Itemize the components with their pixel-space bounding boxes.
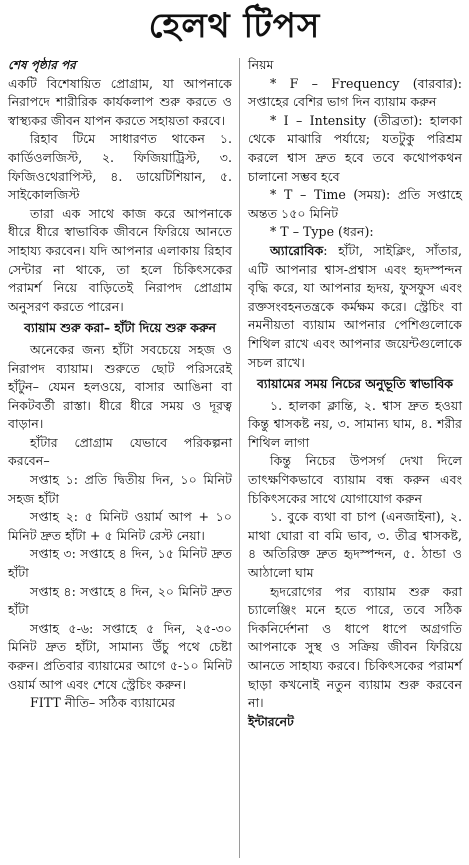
feelings-heading: ব্যায়ামের সময় নিচের অনুভূতি স্বাভাবিক bbox=[257, 376, 453, 392]
aerobic-label: অ্যারোবিক bbox=[270, 242, 324, 258]
fitt-time: * T – Time (সময়): প্রতি সপ্তাহে অন্তত ১৫০ মিনিট bbox=[248, 187, 462, 221]
exercise-heading: ব্যায়াম শুরু করা– হাঁটা দিয়ে শুরু করুন bbox=[24, 320, 216, 336]
week-4-item: সপ্তাহ ৪: সপ্তাহে ৪ দিন, ২০ মিনিট দ্রুত হাঁটা bbox=[8, 583, 232, 618]
fitt-intro: FITT নীতি– সঠিক ব্যায়ামের bbox=[30, 695, 176, 711]
warning-symptoms: ১. বুকে ব্যথা বা চাপ (এনজাইনা), ২. মাথা ঘোরা বা বমি ভাব, ৩. তীব্র শ্বাসকষ্ট, ৪ অতিরিক্ত দ্রুত হৃদস্পন্দন, ৫. ঠান্ডা ও আঠালো ঘাম bbox=[248, 509, 462, 581]
week-5-6-item: সপ্তাহ ৫-৬: সপ্তাহে ৫ দিন, ২৫-৩০ মিনিট দ্রুত হাঁটা, সামান্য উঁচু পথে চেষ্টা করুন। প্রতিবার ব্যায়ামের আগে ৫-১০ মিনিট ওয়ার্ম আপ এবং শেষে স্ট্রেচিং করুন। bbox=[8, 620, 232, 692]
aerobic-text: : হাঁটা, সাইক্লিং, সাঁতার, এটি আপনার শ্বাস-প্রশ্বাস এবং হৃদস্পন্দন বৃদ্ধি করে, যা আপনার হৃদয়, ফুসফুস এবং রক্তসংবহনতন্ত্রকে কর্মক্ষম করে। স্ট্রেচিং বা নমনীয়তা ব্যায়াম আপনার পেশিগুলোকে শিথিল রাখে এবং আপনার জয়েন্টগুলোকে সচল রাখে। bbox=[248, 242, 462, 370]
source-footer: ইন্টারনেট bbox=[248, 713, 294, 729]
rehab-team-paragraph: রিহাব টিমে সাধারণত থাকেন ১. কার্ডিওলজিস্ট, ২. ফিজিয়াট্রিস্ট, ৩. ফিজিওথেরাপিস্ট, ৪. ডায়েটিশিয়ান, ৫. সাইকোলজিস্ট bbox=[8, 131, 232, 203]
week-3-item: সপ্তাহ ৩: সপ্তাহে ৪ দিন, ১৫ মিনিট দ্রুত হাঁটা bbox=[8, 546, 232, 581]
week-1-item: সপ্তাহ ১: প্রতি দ্বিতীয় দিন, ১০ মিনিট সহজ হাঁটা bbox=[8, 472, 232, 506]
fitt-intensity: * I – Intensity (তীব্রতা): হালকা থেকে মাঝারি পর্যায়ে; যতটুকু পরিশ্রম করলে শ্বাস দ্রুত হবে তবে কথোপকথন চালানো সম্ভব হবে bbox=[248, 112, 462, 184]
walking-plan-intro: হাঁটার প্রোগ্রাম যেভাবে পরিকল্পনা করবেন– bbox=[8, 434, 232, 469]
week-2-item: সপ্তাহ ২: ৫ মিনিট ওয়ার্ম আপ + ১০ মিনিট দ্রুত হাঁটা + ৫ মিনিট রেস্ট নেয়া। bbox=[8, 509, 232, 543]
continued-label: শেষ পৃষ্ঠার পর bbox=[8, 58, 76, 72]
aerobic-paragraph bbox=[248, 242, 462, 372]
walking-paragraph: অনেকের জন্য হাঁটা সবচেয়ে সহজ ও নিরাপদ ব্যায়াম। শুরুতে ছোট পরিসরেই হাঁটুন– যেমন হলওয়ে, বাসার আঙিনা বা নিকটবর্তী রাস্তা। ধীরে ধীরে সময় ও দূরত্ব বাড়ান। bbox=[8, 341, 232, 432]
team-support-paragraph: তারা এক সাথে কাজ করে আপনাকে ধীরে ধীরে স্বাভাবিক জীবনে ফিরিয়ে আনতে সাহায্য করবেন। যদি আপনার এলাকায় রিহাব সেন্টার না থাকে, তা হলে চিকিৎসকের পরামর্শ নিয়ে বাড়িতেই নিরাপদ প্রোগ্রাম অনুসরণ করতে পারেন। bbox=[8, 205, 232, 314]
closing-paragraph: হৃদরোগের পর ব্যায়াম শুরু করা চ্যালেঞ্জিং মনে হতে পারে, তবে সঠিক দিকনির্দেশনা ও ধাপে ধাপে অগ্রগতি আপনাকে সুস্থ ও সক্রিয় জীবন ফিরিয়ে আনতে সাহায্য করবে। চিকিৎসকের পরামর্শ ছাড়া কখনোই নতুন ব্যায়াম শুরু করবেন না। bbox=[248, 583, 462, 711]
fitt-type: * T – Type (ধরন): bbox=[270, 224, 374, 240]
intro-paragraph: একটি বিশেষায়িত প্রোগ্রাম, যা আপনাকে নিরাপদে শারীরিক কার্যকলাপ শুরু করতে ও স্বাস্থ্যকর জীবন যাপন করতে সহায়তা করবে। bbox=[8, 75, 232, 128]
normal-feelings: ১. হালকা ক্লান্তি, ২. শ্বাস দ্রুত হওয়া কিন্তু শ্বাসকষ্ট নয়, ৩. সামান্য ঘাম, ৪. শরীর শিথিল লাগা bbox=[248, 397, 462, 450]
right-column bbox=[248, 56, 462, 731]
left-column bbox=[8, 56, 232, 713]
column-divider bbox=[239, 58, 240, 858]
fitt-continued: নিয়ম bbox=[248, 57, 274, 72]
warning-intro: কিন্তু নিচের উপসর্গ দেখা দিলে তাৎক্ষণিকভাবে ব্যায়াম বন্ধ করুন এবং চিকিৎসকের সাথে যোগাযোগ করুন bbox=[248, 453, 462, 506]
fitt-frequency: * F – Frequency (বারবার): সপ্তাহের বেশির ভাগ দিন ব্যায়াম করুন bbox=[248, 75, 462, 110]
page-title: হেলথ টিপস bbox=[148, 6, 321, 46]
